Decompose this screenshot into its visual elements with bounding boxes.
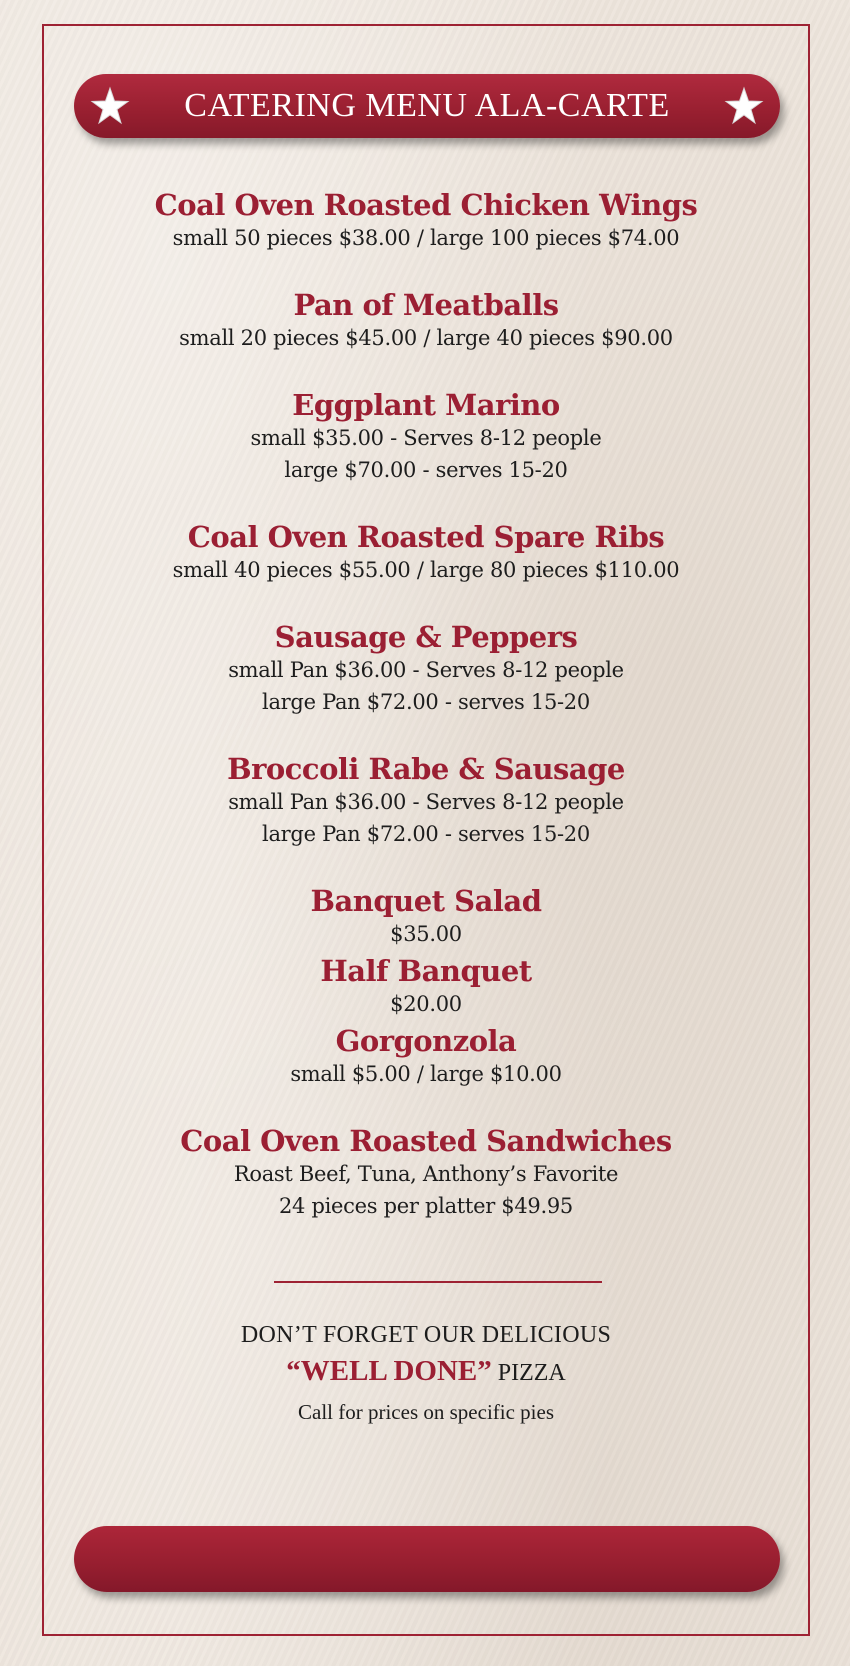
item-name: Sausage & Peppers [274,620,578,654]
menu-item [42,388,810,486]
item-detail: small 20 pieces $45.00 / large 40 pieces $90.00 [179,326,673,350]
star-icon [90,86,130,126]
item-detail: 24 pieces per platter $49.95 [279,1194,573,1218]
header-banner [74,74,780,138]
star-icon [724,86,764,126]
item-name: Coal Oven Roasted Spare Ribs [187,520,665,554]
section-divider [274,1281,602,1283]
item-detail: small $35.00 - Serves 8-12 people [250,426,602,450]
promo-headline: DON’T FORGET OUR DELICIOUS [240,1322,612,1348]
promo-subheadline [42,1352,810,1392]
menu-item [42,620,810,718]
item-detail: large $70.00 - serves 15-20 [284,458,568,482]
item-detail: small Pan $36.00 - Serves 8-12 people [228,658,624,682]
menu-title: CATERING MENU ALA-CARTE [184,87,670,124]
item-name: Eggplant Marino [292,388,560,422]
menu-item [42,884,810,950]
item-price: $35.00 [390,922,462,946]
item-name: Gorgonzola [335,1024,517,1058]
menu-items [42,188,810,1222]
item-detail: small Pan $36.00 - Serves 8-12 people [228,790,624,814]
footer-banner [74,1526,780,1592]
item-name: Coal Oven Roasted Chicken Wings [154,188,698,222]
menu-item [42,288,810,354]
item-name: Pan of Meatballs [293,288,559,322]
menu-item [42,520,810,586]
item-price: small $5.00 / large $10.00 [290,1062,562,1086]
item-name: Half Banquet [320,954,532,988]
item-name: Coal Oven Roasted Sandwiches [180,1124,672,1158]
menu-item [42,954,810,1020]
menu-item [42,188,810,254]
menu-item [42,1124,810,1222]
item-detail: small 50 pieces $38.00 / large 100 pieces $74.00 [172,226,680,250]
promo-highlight: “WELL DONE” [286,1355,492,1387]
promo-suffix: PIZZA [497,1360,566,1386]
item-detail: Roast Beef, Tuna, Anthony’s Favorite [233,1162,619,1186]
item-detail: large Pan $72.00 - serves 15-20 [262,822,590,846]
item-name: Broccoli Rabe & Sausage [227,752,625,786]
item-price: $20.00 [390,992,462,1016]
menu-item [42,752,810,850]
pizza-promo [42,1318,810,1428]
promo-note: Call for prices on specific pies [298,1400,554,1424]
item-detail: large Pan $72.00 - serves 15-20 [262,690,590,714]
item-name: Banquet Salad [310,884,542,918]
item-detail: small 40 pieces $55.00 / large 80 pieces $110.00 [172,558,680,582]
menu-item [42,1024,810,1090]
